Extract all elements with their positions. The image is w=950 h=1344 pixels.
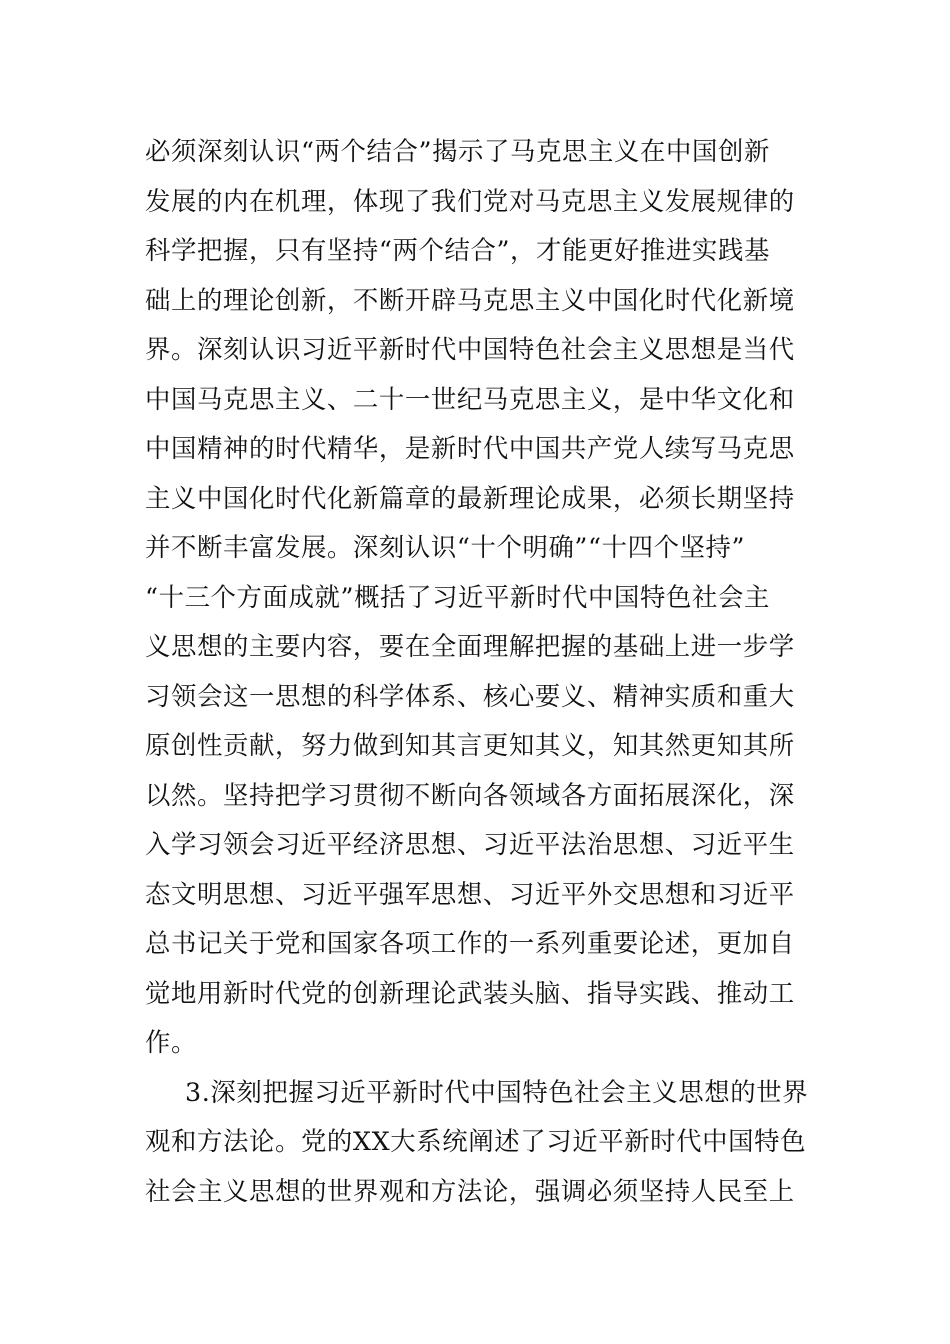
body-text <box>145 127 810 1216</box>
text-line: 义思想的主要内容，要在全面理解把握的基础上进一步学 <box>145 631 795 661</box>
text-line: 入学习领会习近平经济思想、习近平法治思想、习近平生 <box>145 829 795 859</box>
text-line: 观和方法论。党的XX大系统阐述了习近平新时代中国特色 <box>145 1126 807 1156</box>
text-line: 总书记关于党和国家各项工作的一系列重要论述，更加自 <box>145 928 795 958</box>
section-heading-line: 3.深刻把握习近平新时代中国特色社会主义思想的世界 <box>185 1076 809 1107</box>
text-line: 必须深刻认识“两个结合”揭示了马克思主义在中国创新 <box>145 136 770 166</box>
text-line: 科学把握，只有坚持“两个结合”，才能更好推进实践基 <box>145 235 770 265</box>
text-line: 中国马克思主义、二十一世纪马克思主义，是中华文化和 <box>145 383 795 414</box>
text-line: 主义中国化时代化新篇章的最新理论成果，必须长期坚持 <box>145 482 795 513</box>
text-line: 社会主义思想的世界观和方法论，强调必须坚持人民至上 <box>145 1175 795 1206</box>
text-line: 发展的内在机理，体现了我们党对马克思主义发展规律的 <box>145 185 795 216</box>
text-line: 并不断丰富发展。深刻认识“十个明确”“十四个坚持” <box>145 532 746 562</box>
text-line: 作。 <box>145 1027 197 1057</box>
text-line: “十三个方面成就”概括了习近平新时代中国特色社会主 <box>145 581 770 612</box>
text-line: 以然。坚持把学习贯彻不断向各领域各方面拓展深化，深 <box>145 779 795 810</box>
text-line: 习领会这一思想的科学体系、核心要义、精神实质和重大 <box>145 680 795 711</box>
text-line: 态文明思想、习近平强军思想、习近平外交思想和习近平 <box>145 878 795 909</box>
text-line: 觉地用新时代党的创新理论武装头脑、指导实践、推动工 <box>145 977 795 1008</box>
text-line: 界。深刻认识习近平新时代中国特色社会主义思想是当代 <box>145 334 795 364</box>
text-line: 础上的理论创新，不断开辟马克思主义中国化时代化新境 <box>145 284 795 315</box>
text-line: 中国精神的时代精华，是新时代中国共产党人续写马克思 <box>145 433 795 463</box>
text-line: 原创性贡献，努力做到知其言更知其义，知其然更知其所 <box>145 730 795 760</box>
